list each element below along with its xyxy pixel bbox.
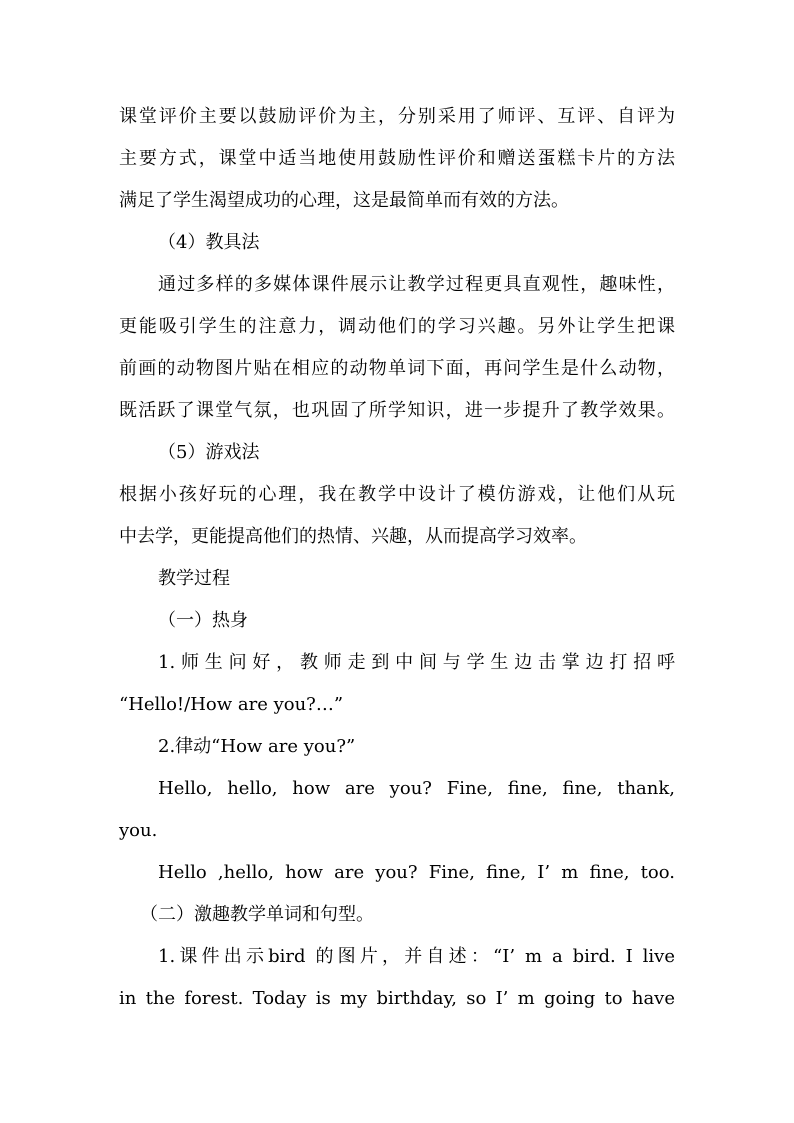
paragraph-evaluation-line-3: 满足了学生渴望成功的心理，这是最简单而有效的方法。 — [119, 190, 569, 211]
paragraph-teaching-aids-line-4: 既活跃了课堂气氛，也巩固了所学知识，进一步提升了教学效果。 — [119, 400, 675, 421]
heading-game-method: （5）游戏法 — [158, 442, 260, 463]
chant-line-1-continued: you. — [119, 820, 158, 841]
paragraph-teaching-aids-line-1: 通过多样的多媒体课件展示让教学过程更具直观性，趣味性， — [158, 274, 675, 295]
paragraph-teaching-aids-line-2: 更能吸引学生的注意力，调动他们的学习兴趣。另外让学生把课 — [119, 316, 675, 337]
paragraph-teaching-aids-line-3: 前画的动物图片贴在相应的动物单词下面，再问学生是什么动物， — [119, 358, 675, 379]
step-greeting-line-1: 1.师生问好，教师走到中间与学生边击掌边打招呼 — [158, 652, 675, 673]
paragraph-game-line-2: 中去学，更能提高他们的热情、兴趣，从而提高学习效率。 — [119, 526, 587, 547]
step-greeting-line-2: “Hello!/How are you?…” — [119, 694, 344, 715]
heading-warm-up: （一）热身 — [158, 610, 248, 631]
step-courseware-line-1: 1.课件出示bird 的图片，并自述：“I’ m a bird. I live — [158, 946, 675, 967]
paragraph-game-line-1: 根据小孩好玩的心理，我在教学中设计了模仿游戏，让他们从玩 — [119, 484, 675, 505]
paragraph-evaluation-line-1: 课堂评价主要以鼓励评价为主，分别采用了师评、互评、自评为 — [119, 106, 675, 127]
heading-teaching-aids-method: （4）教具法 — [158, 232, 260, 253]
paragraph-evaluation-line-2: 主要方式，课堂中适当地使用鼓励性评价和赠送蛋糕卡片的方法 — [119, 148, 675, 169]
heading-teaching-process: 教学过程 — [158, 568, 230, 589]
chant-line-1: Hello, hello, how are you? Fine, fine, fine, thank, — [158, 778, 675, 799]
chant-line-2: Hello ,hello, how are you? Fine, fine, I’ m fine, too. — [158, 862, 675, 883]
step-rhythm: 2.律动“How are you?” — [158, 736, 356, 757]
step-courseware-line-2: in the forest. Today is my birthday, so I’ m going to have — [119, 988, 675, 1009]
heading-vocabulary-and-sentences: （二）激趣教学单词和句型。 — [140, 904, 374, 925]
